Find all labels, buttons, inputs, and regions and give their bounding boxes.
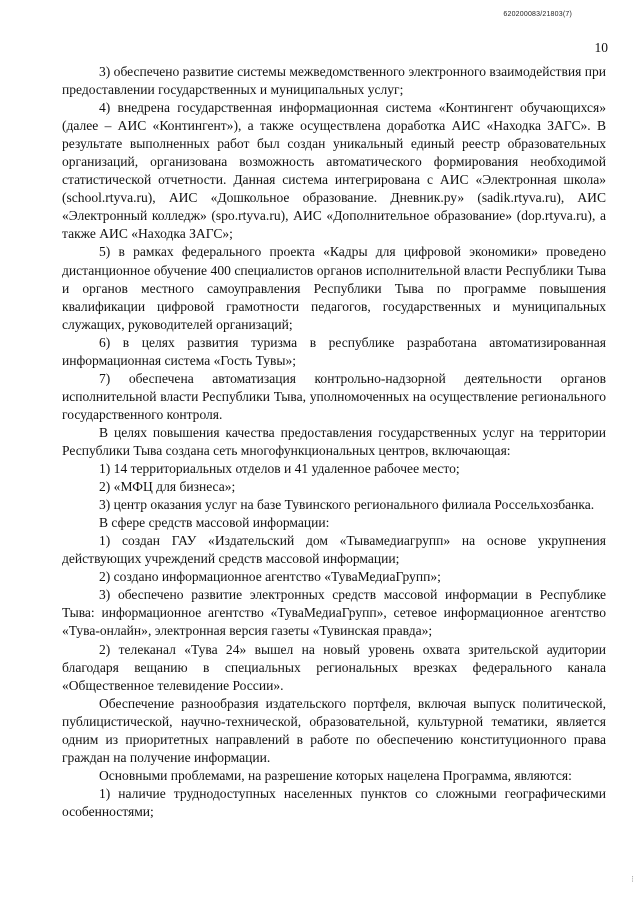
- paragraph: 2) создано информационное агентство «ТуваМедиаГрупп»;: [99, 569, 441, 585]
- paragraph: Основными проблемами, на разрешение которых нацелена Программа, являются:: [99, 767, 572, 783]
- paragraph: 1) создан ГАУ «Издательский дом «Тывамедиагрупп» на основе укрупнения действующих учреждений средств массовой информации;: [62, 533, 606, 567]
- paragraph: В сфере средств массовой информации:: [99, 515, 330, 531]
- paragraph: В целях повышения качества предоставления государственных услуг на территории Республики Тыва создана сеть многофункциональных центров, включающая:: [62, 424, 606, 458]
- scan-mark: ⁝: [631, 874, 634, 884]
- paragraph: 4) внедрена государственная информационная система «Контингент обучающихся» (далее – АИС «Контингент»), а также осуществлена доработка АИС «Находка ЗАГС». В результате выполненных работ был создан уникальный единый реестр образовательных организаций, организована возможность автоматического формирования необходимой статистической отчетности. Данная система интегрирована с АИС «Электронная школа» (school.rtyva.ru), АИС «Дошкольное образование. Дневник.ру» (sadik.rtyva.ru), АИС «Электронный колледж» (spo.rtyva.ru), АИС «Дополнительное образование» (dop.rtyva.ru), а также АИС «Находка ЗАГС»;: [62, 100, 606, 242]
- page-number: 10: [594, 40, 608, 55]
- paragraph: 3) обеспечено развитие системы межведомственного электронного взаимодействия при предоставлении государственных и муниципальных услуг;: [62, 64, 606, 98]
- paragraph: 1) 14 территориальных отделов и 41 удаленное рабочее место;: [99, 461, 460, 477]
- paragraph: 5) в рамках федерального проекта «Кадры для цифровой экономики» проведено дистанционное обучение 400 специалистов органов исполнительной власти Республики Тыва и органов местного самоуправления Республики Тыва по программе повышения квалификации цифровой грамотности педагогов, государственных и муниципальных служащих, руководителей организаций;: [62, 244, 606, 332]
- paragraph: 1) наличие труднодоступных населенных пунктов со сложными географическими особенностями;: [62, 785, 606, 819]
- paragraph: 7) обеспечена автоматизация контрольно-надзорной деятельности органов исполнительной власти Республики Тыва, уполномоченных на осуществление регионального государственного контроля.: [62, 370, 606, 422]
- document-id: 620200083/21803(7): [503, 11, 572, 18]
- document-body: [62, 63, 606, 821]
- paragraph: 2) «МФЦ для бизнеса»;: [99, 479, 236, 495]
- paragraph: Обеспечение разнообразия издательского портфеля, включая выпуск политической, публицистической, научно-технической, образовательной, культурной тематики, является одним из приоритетных направлений в работе по обеспечению конституционного права граждан на получение информации.: [62, 695, 606, 765]
- paragraph: 2) телеканал «Тува 24» вышел на новый уровень охвата зрительской аудитории благодаря вещанию в специальных региональных врезках федерального канала «Общественное телевидение России».: [62, 641, 606, 693]
- paragraph: 6) в целях развития туризма в республике разработана автоматизированная информационная система «Гость Тувы»;: [62, 334, 606, 368]
- paragraph: 3) обеспечено развитие электронных средств массовой информации в Республике Тыва: информационное агентство «ТуваМедиаГрупп», сетевое информационное агентство «Тува-онлайн», электронная версия газеты «Тувинская правда»;: [62, 587, 606, 639]
- paragraph: 3) центр оказания услуг на базе Тувинского регионального филиала Россельхозбанка.: [99, 497, 595, 513]
